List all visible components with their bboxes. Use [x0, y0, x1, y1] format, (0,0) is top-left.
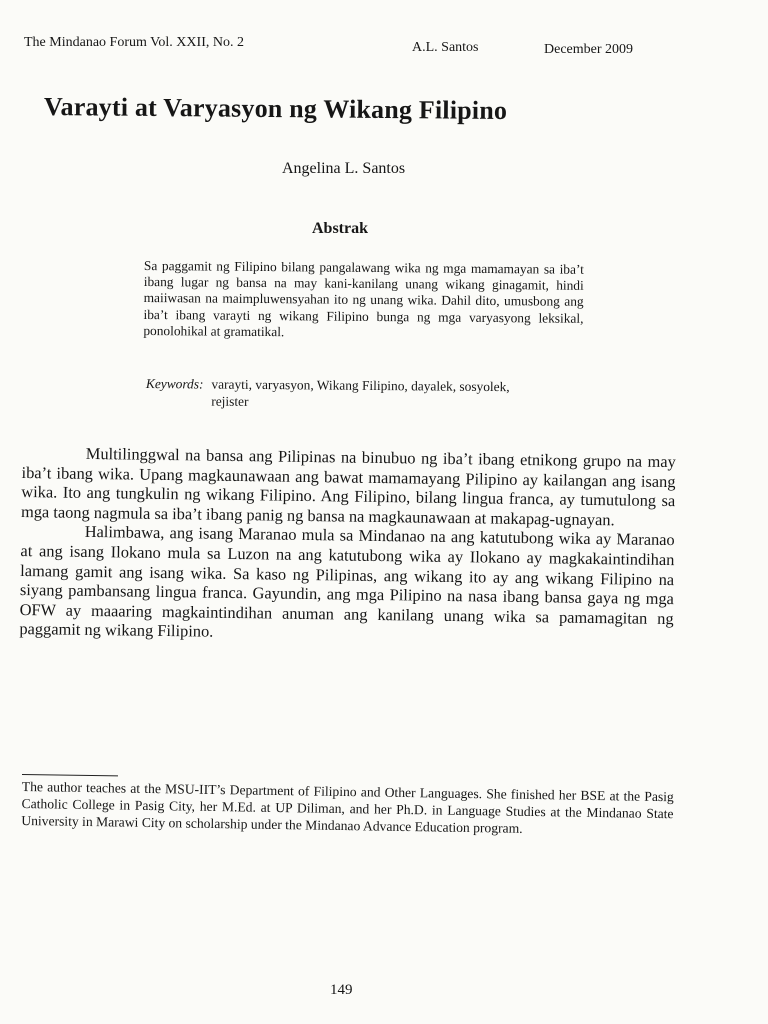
running-header [24, 35, 664, 57]
keywords-label: Keywords: [145, 376, 204, 392]
footnote-rule [22, 774, 118, 776]
abstract-text: Sa paggamit ng Filipino bilang pangalawang wika ng mga mamamayan sa iba’t ibang lugar ng bansa na may kani-kanilang unang wikang ginagamit, hindi maiiwasan na maimpluwensyahan ito ng unang wika. Dahil dito, umusbong ang iba’t ibang varayti ng wikang Filipino bunga ng mga varyasyong leksikal, ponolohikal at gramatikal. [143, 258, 584, 340]
header-author: A.L. Santos [412, 40, 479, 55]
keywords-list: varayti, varyasyon, Wikang Filipino, dayalek, sosyolek, rejister [211, 376, 510, 409]
keywords-block [146, 376, 586, 413]
article-body [19, 443, 676, 648]
header-date: December 2009 [544, 42, 634, 57]
article-author: Angelina L. Santos [282, 160, 406, 177]
journal-name: The Mindanao Forum Vol. XXII, No. 2 [24, 35, 244, 50]
author-footnote: The author teaches at the MSU-IIT’s Department of Filipino and Other Languages. She finished her BSE at the Pasig Catholic College in Pasig City, her M.Ed. at UP Diliman, and her Ph.D. in Language Studies at the Mindanao State University in Marawi City on scholarship under the Mindanao Advance Education program. [21, 779, 674, 836]
page-number: 149 [330, 982, 353, 998]
article-title: Varayti at Varyasyon ng Wikang Filipino [43, 92, 508, 126]
body-paragraph: Multilinggwal na bansa ang Pilipinas na binubuo ng iba’t ibang etnikong grupo na may iba’t ibang wika. Upang magkaunawaan ang bawat mamamayang Pilipino ay kailangan ang isang wika. Ito ang tungkulin ng wikang Filipino. Ang Filipino, bilang lingua franca, ay tumutulong sa mga taong nagmula sa iba’t ibang panig ng bansa na magkaunawaan at makapag-ugnayan. [20, 443, 676, 530]
body-paragraph: Halimbawa, ang isang Maranao mula sa Mindanao na ang katutubong wika ay Maranao at ang isang Ilokano mula sa Luzon na ang katutubong wika ay Ilokano ay magkakaintindihan lamang gamit ang isang wika. Sa kaso ng Pilipinas, ang wikang ito ay ang wikang Filipino na siyang pambansang lingua franca. Gayundin, ang mga Pilipino na nasa ibang bansa gaya ng mga OFW ay maaaring magkaintindihan anuman ang kanilang unang wika sa pamamagitan ng paggamit ng wikang Filipino. [19, 522, 675, 642]
abstract-heading: Abstrak [312, 220, 369, 237]
